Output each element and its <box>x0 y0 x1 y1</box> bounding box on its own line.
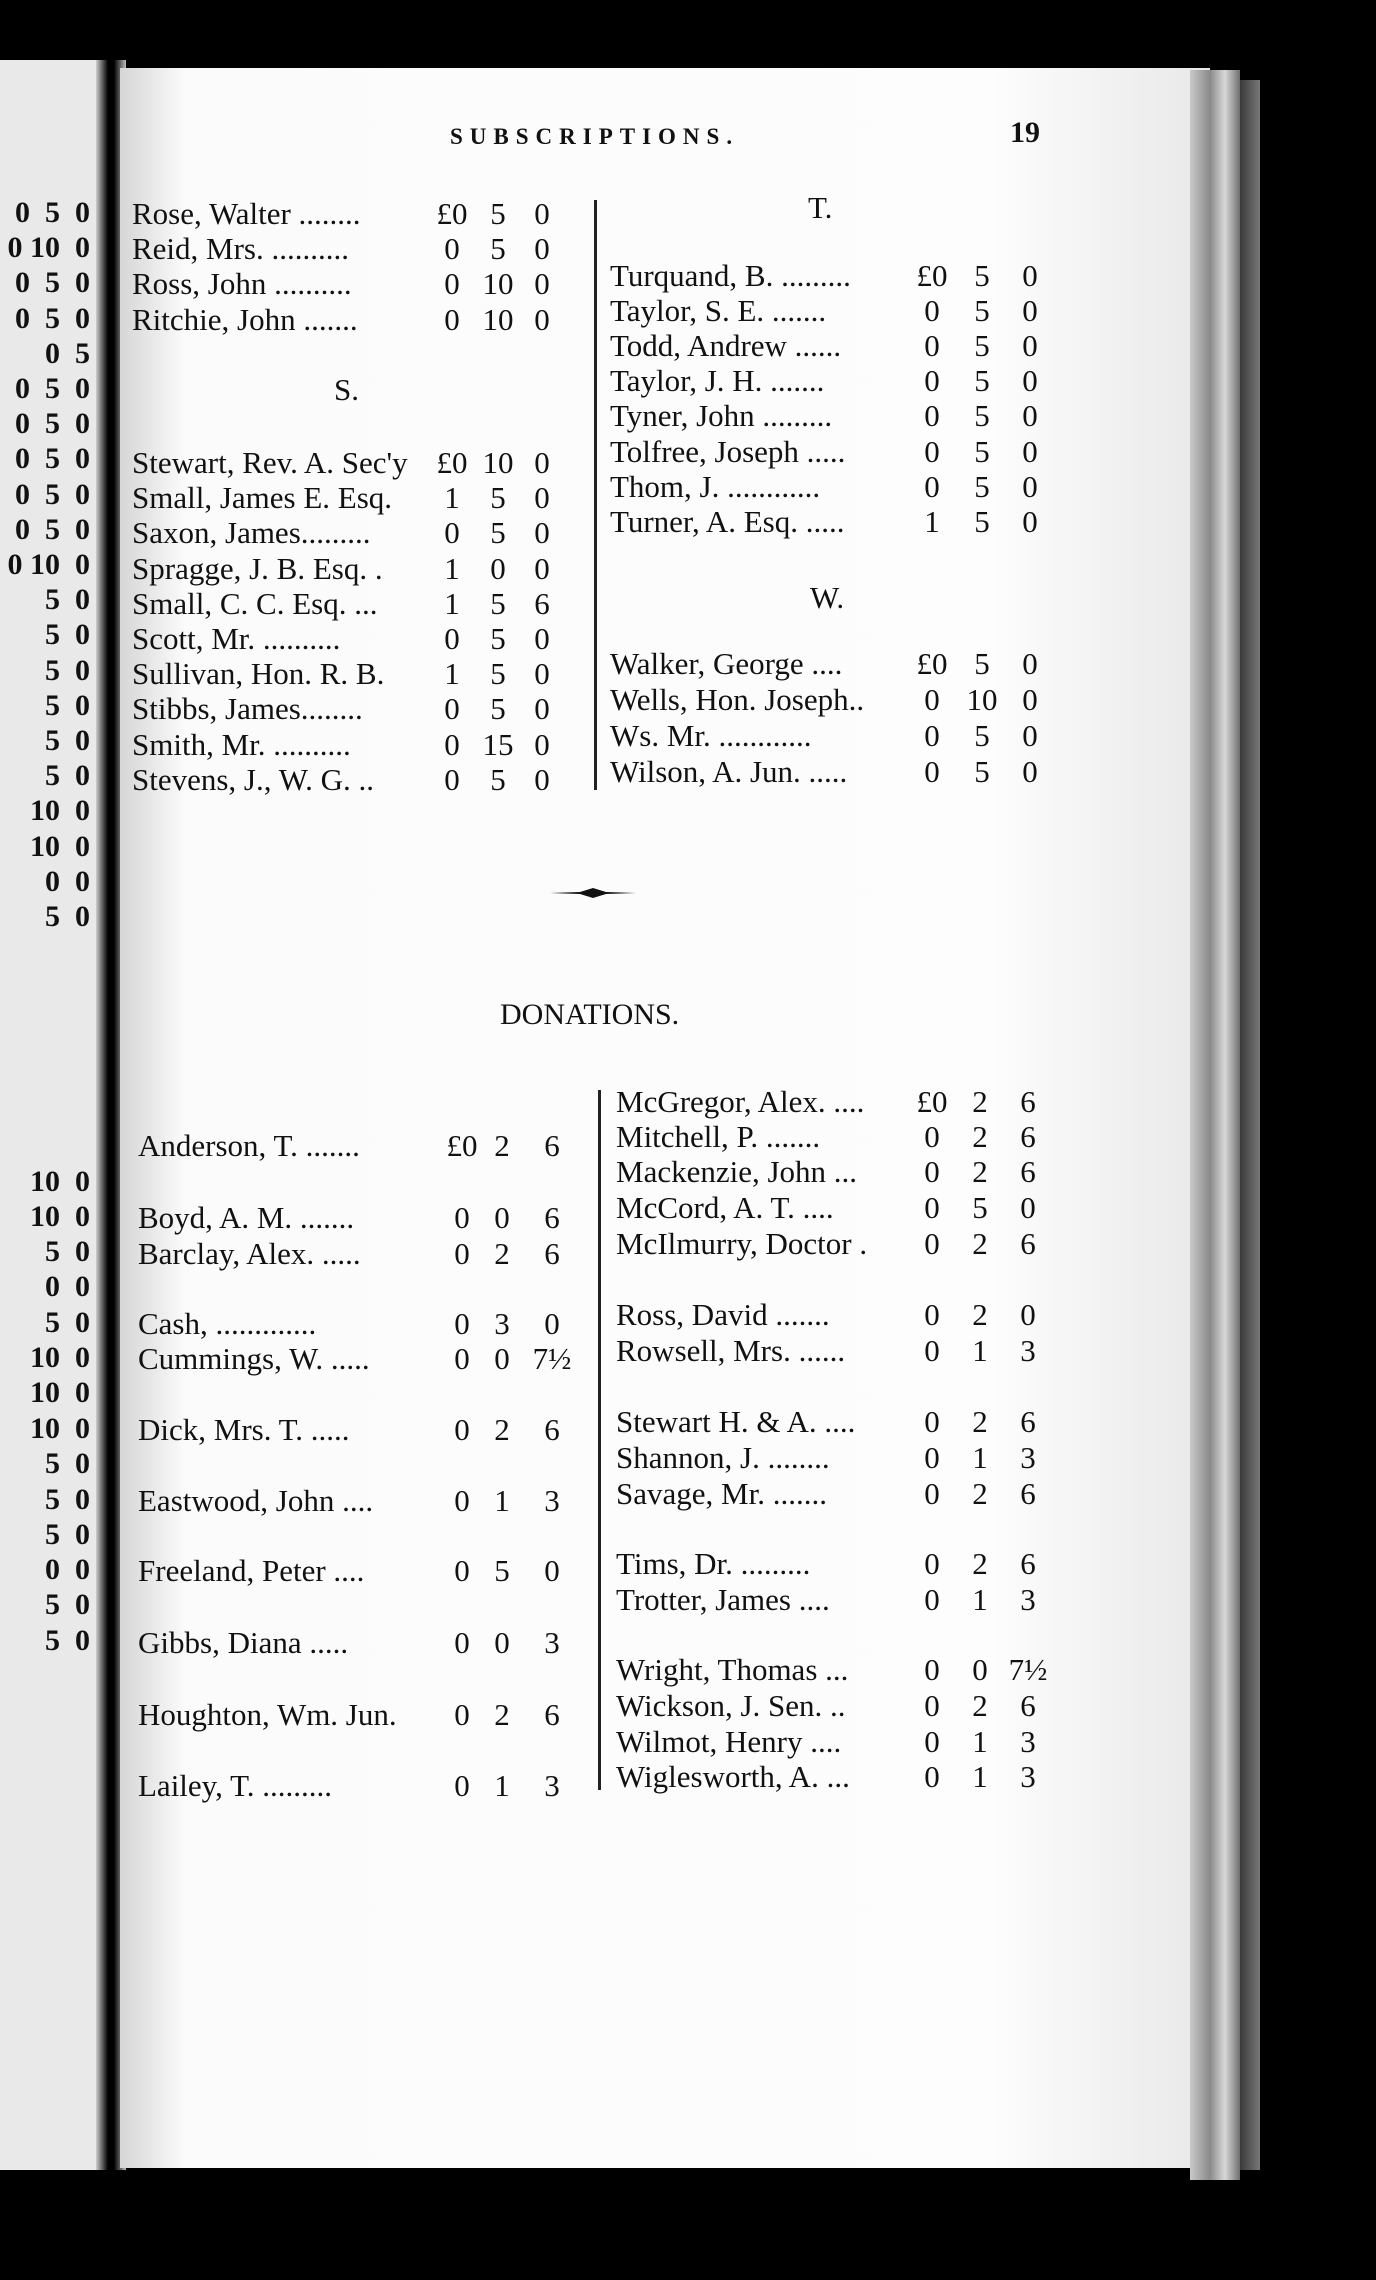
subscription-entry-pence: 0 <box>534 656 550 691</box>
donation-entry-pounds: 0 <box>454 1236 470 1271</box>
subscription-entry-shillings: 15 <box>482 727 514 762</box>
subscription-entry-shillings: 5 <box>490 515 506 550</box>
donation-entry-pence: 3 <box>1020 1440 1036 1475</box>
subscription-entry-name: Ws. Mr. ............ <box>610 718 812 753</box>
subscription-entry-pence: 0 <box>534 445 550 480</box>
left-page-fragment: 5 0 <box>45 1518 90 1551</box>
subscription-entry-shillings: 5 <box>490 656 506 691</box>
subscription-entry-name: Spragge, J. B. Esq. . <box>132 551 383 586</box>
subscription-entry-name: Saxon, James......... <box>132 515 371 550</box>
subscription-entry-shillings: 5 <box>974 646 990 681</box>
left-page-fragment: 5 0 <box>45 689 90 722</box>
donation-entry-pounds: 0 <box>454 1768 470 1803</box>
donation-entry-pence: 0 <box>544 1306 560 1341</box>
donation-entry-shillings: 1 <box>972 1759 988 1794</box>
donation-entry-pence: 6 <box>1020 1546 1036 1581</box>
page-edge-shadow <box>1240 80 1260 2170</box>
donation-entry-shillings: 5 <box>972 1190 988 1225</box>
donation-entry-pounds: 0 <box>924 1759 940 1794</box>
donation-entry-name: McIlmurry, Doctor . <box>616 1226 868 1261</box>
subscription-entry-pounds: 0 <box>924 754 940 789</box>
donation-entry-pounds: 0 <box>924 1226 940 1261</box>
donation-entry-shillings: 1 <box>972 1440 988 1475</box>
subscription-entry-name: Turquand, B. ......... <box>610 258 851 293</box>
subscription-entry-pence: 0 <box>534 480 550 515</box>
donation-entry-pence: 3 <box>1020 1333 1036 1368</box>
subscription-entry-pence: 0 <box>1022 293 1038 328</box>
donation-entry-pounds: 0 <box>924 1404 940 1439</box>
donation-entry-pounds: 0 <box>454 1200 470 1235</box>
donation-entry-shillings: 2 <box>494 1412 510 1447</box>
subscription-entry-pounds: 0 <box>444 762 460 797</box>
subscription-entry-pence: 0 <box>1022 363 1038 398</box>
donation-entry-pence: 6 <box>1020 1084 1036 1119</box>
donation-entry-shillings: 2 <box>494 1236 510 1271</box>
subscription-entry-shillings: 5 <box>974 504 990 539</box>
donation-entry-pounds: 0 <box>454 1412 470 1447</box>
subscription-entry-name: Smith, Mr. .......... <box>132 727 351 762</box>
subscription-entry-name: Taylor, S. E. ....... <box>610 293 827 328</box>
subscription-entry-shillings: 0 <box>490 551 506 586</box>
subscription-entry-pence: 0 <box>534 691 550 726</box>
left-page-fragment: 5 0 <box>45 1624 90 1657</box>
subscription-entry-pounds: 0 <box>924 718 940 753</box>
donation-entry-name: Wiglesworth, A. ... <box>616 1759 850 1794</box>
left-page-fragment: 10 0 <box>30 1376 90 1409</box>
subscription-entry-pence: 0 <box>1022 646 1038 681</box>
subscription-entry-pence: 0 <box>534 621 550 656</box>
left-page-fragment: 0 5 0 <box>15 442 90 475</box>
donation-entry-pounds: 0 <box>454 1625 470 1660</box>
section-heading-t: T. <box>808 190 833 225</box>
subscription-entry-pence: 0 <box>1022 328 1038 363</box>
donation-entry-name: Eastwood, John .... <box>138 1483 374 1518</box>
subscription-entry-pence: 0 <box>1022 258 1038 293</box>
subscription-entry-shillings: 5 <box>490 586 506 621</box>
donation-entry-pence: 6 <box>1020 1688 1036 1723</box>
donation-entry-shillings: 0 <box>972 1652 988 1687</box>
donation-entry-pounds: 0 <box>924 1582 940 1617</box>
left-page-fragment: 0 0 <box>45 1270 90 1303</box>
left-page-fragment: 5 0 <box>45 1235 90 1268</box>
donation-entry-pounds: 0 <box>454 1306 470 1341</box>
left-page-fragment: 5 0 <box>45 1588 90 1621</box>
subscription-entry-name: Ritchie, John ....... <box>132 302 358 337</box>
subscription-entry-pounds: 0 <box>444 515 460 550</box>
subscription-entry-shillings: 5 <box>974 258 990 293</box>
section-heading-s: S. <box>334 372 359 407</box>
donation-entry-name: Barclay, Alex. ..... <box>138 1236 361 1271</box>
donation-entry-name: Tims, Dr. ......... <box>616 1546 811 1581</box>
donation-entry-pounds: 0 <box>924 1440 940 1475</box>
donation-entry-pence: 6 <box>544 1236 560 1271</box>
left-page-fragment: 10 0 <box>30 1412 90 1445</box>
left-page-fragment: 0 0 <box>45 865 90 898</box>
donation-entry-shillings: 2 <box>972 1084 988 1119</box>
donation-entry-name: Boyd, A. M. ....... <box>138 1200 355 1235</box>
subscription-entry-pounds: 0 <box>924 434 940 469</box>
subscription-entry-pence: 0 <box>534 727 550 762</box>
subscription-entry-pence: 0 <box>1022 434 1038 469</box>
page-number: 19 <box>1010 116 1040 149</box>
donation-entry-shillings: 2 <box>972 1688 988 1723</box>
donation-entry-pence: 6 <box>544 1412 560 1447</box>
donation-entry-pence: 6 <box>544 1128 560 1163</box>
subscription-entry-pounds: 1 <box>444 586 460 621</box>
donation-entry-shillings: 0 <box>494 1200 510 1235</box>
donation-entry-shillings: 2 <box>972 1226 988 1261</box>
left-page-fragment: 10 0 <box>30 1341 90 1374</box>
left-page-fragment: 10 0 <box>30 794 90 827</box>
donation-entry-pence: 0 <box>1020 1190 1036 1225</box>
subscription-entry-pounds: £0 <box>916 646 948 681</box>
subscription-entry-shillings: 5 <box>974 718 990 753</box>
subscription-entry-pence: 0 <box>1022 504 1038 539</box>
donation-entry-pounds: 0 <box>924 1724 940 1759</box>
subscription-entry-shillings: 5 <box>974 293 990 328</box>
subscription-entry-shillings: 10 <box>482 266 514 301</box>
donation-entry-name: Wickson, J. Sen. .. <box>616 1688 846 1723</box>
subscription-entry-pounds: 0 <box>444 302 460 337</box>
donation-entry-shillings: 2 <box>972 1119 988 1154</box>
donation-entry-name: Cash, ............. <box>138 1306 317 1341</box>
left-page-fragment: 0 5 0 <box>15 372 90 405</box>
left-page-fragment: 0 5 0 <box>15 513 90 546</box>
left-page-fragment: 5 0 <box>45 583 90 616</box>
subscription-entry-pence: 0 <box>534 231 550 266</box>
subscription-entry-pence: 6 <box>534 586 550 621</box>
donation-entry-shillings: 2 <box>972 1297 988 1332</box>
donation-entry-pence: 3 <box>1020 1724 1036 1759</box>
donation-entry-shillings: 0 <box>494 1341 510 1376</box>
left-page-fragment: 0 5 0 <box>15 196 90 229</box>
subscription-entry-pounds: 1 <box>444 656 460 691</box>
donation-entry-pence: 7½ <box>1008 1652 1048 1687</box>
subscription-entry-name: Turner, A. Esq. ..... <box>610 504 845 539</box>
subscription-entry-shillings: 5 <box>490 231 506 266</box>
donation-entry-pounds: 0 <box>454 1483 470 1518</box>
donation-entry-pence: 3 <box>544 1483 560 1518</box>
donation-entry-pounds: 0 <box>454 1553 470 1588</box>
subscription-entry-pounds: 0 <box>924 398 940 433</box>
donation-entry-pence: 6 <box>1020 1119 1036 1154</box>
donation-entry-name: Mitchell, P. ....... <box>616 1119 821 1154</box>
donation-entry-name: Freeland, Peter .... <box>138 1553 365 1588</box>
donation-entry-pence: 6 <box>1020 1226 1036 1261</box>
donation-entry-pence: 6 <box>1020 1476 1036 1511</box>
left-page-fragment: 5 0 <box>45 759 90 792</box>
subscription-entry-pounds: 0 <box>444 727 460 762</box>
donation-entry-pence: 6 <box>1020 1154 1036 1189</box>
donation-entry-shillings: 1 <box>972 1724 988 1759</box>
subscription-entry-shillings: 5 <box>490 762 506 797</box>
donation-entry-name: Mackenzie, John ... <box>616 1154 858 1189</box>
subscription-entry-pounds: 0 <box>444 266 460 301</box>
subscription-entry-shillings: 5 <box>974 363 990 398</box>
donation-entry-name: Trotter, James .... <box>616 1582 830 1617</box>
subscription-entry-pence: 0 <box>1022 682 1038 717</box>
subscription-entry-shillings: 5 <box>974 469 990 504</box>
subscription-entry-pounds: £0 <box>916 258 948 293</box>
subscription-entry-name: Thom, J. ............ <box>610 469 821 504</box>
donation-entry-name: Cummings, W. ..... <box>138 1341 370 1376</box>
donation-entry-shillings: 1 <box>972 1333 988 1368</box>
subscription-entry-pence: 0 <box>1022 754 1038 789</box>
subscription-entry-pence: 0 <box>1022 469 1038 504</box>
donation-entry-name: Wright, Thomas ... <box>616 1652 849 1687</box>
subscription-entry-shillings: 5 <box>490 691 506 726</box>
column-divider-top <box>594 200 597 790</box>
subscription-entry-shillings: 10 <box>482 302 514 337</box>
subscription-entry-pence: 0 <box>534 551 550 586</box>
donation-entry-shillings: 2 <box>972 1154 988 1189</box>
subscription-entry-shillings: 10 <box>482 445 514 480</box>
donation-entry-pence: 6 <box>544 1200 560 1235</box>
donation-entry-shillings: 2 <box>494 1128 510 1163</box>
subscription-entry-pounds: £0 <box>436 196 468 231</box>
donation-entry-pence: 7½ <box>532 1341 572 1376</box>
subscription-entry-name: Walker, George .... <box>610 646 843 681</box>
subscription-entry-name: Todd, Andrew ...... <box>610 328 842 363</box>
subscription-entry-name: Ross, John .......... <box>132 266 352 301</box>
donation-entry-pounds: 0 <box>924 1546 940 1581</box>
subscription-entry-pence: 0 <box>1022 398 1038 433</box>
donation-entry-name: Savage, Mr. ....... <box>616 1476 827 1511</box>
subscription-entry-pence: 0 <box>534 302 550 337</box>
subscription-entry-name: Stevens, J., W. G. .. <box>132 762 374 797</box>
subscription-entry-shillings: 5 <box>490 621 506 656</box>
left-page-fragment: 0 10 0 <box>7 548 90 581</box>
donation-entry-pounds: 0 <box>924 1190 940 1225</box>
subscription-entry-shillings: 5 <box>974 754 990 789</box>
subscription-entry-pence: 0 <box>534 266 550 301</box>
donation-entry-pounds: 0 <box>924 1476 940 1511</box>
subscription-entry-shillings: 5 <box>490 196 506 231</box>
subscription-entry-pence: 0 <box>534 515 550 550</box>
donation-entry-pence: 3 <box>544 1625 560 1660</box>
left-page-fragment: 5 0 <box>45 1306 90 1339</box>
subscription-entry-shillings: 5 <box>974 328 990 363</box>
donation-entry-pence: 3 <box>1020 1759 1036 1794</box>
subscription-entry-pounds: 1 <box>444 551 460 586</box>
subscription-entry-pounds: 0 <box>924 328 940 363</box>
donation-entry-name: Ross, David ....... <box>616 1297 830 1332</box>
donation-entry-name: Houghton, Wm. Jun. <box>138 1697 397 1732</box>
donation-entry-pounds: 0 <box>924 1688 940 1723</box>
subscription-entry-shillings: 10 <box>966 682 998 717</box>
subscription-entry-pence: 0 <box>534 762 550 797</box>
subscription-entry-pounds: 0 <box>924 293 940 328</box>
subscription-entry-name: Sullivan, Hon. R. B. <box>132 656 385 691</box>
subscription-entry-name: Rose, Walter ........ <box>132 196 361 231</box>
subscription-entry-shillings: 5 <box>974 398 990 433</box>
subscription-entry-pounds: 0 <box>444 691 460 726</box>
left-page-fragment: 0 0 <box>45 1553 90 1586</box>
subscription-entry-pounds: 1 <box>924 504 940 539</box>
subscription-entry-name: Stibbs, James........ <box>132 691 363 726</box>
subscription-entry-name: Taylor, J. H. ....... <box>610 363 825 398</box>
running-title: SUBSCRIPTIONS. <box>450 124 740 149</box>
subscription-entry-name: Stewart, Rev. A. Sec'y <box>132 445 408 480</box>
left-page-fragment: 5 0 <box>45 900 90 933</box>
donation-entry-shillings: 2 <box>494 1697 510 1732</box>
left-page-fragment: 0 10 0 <box>7 231 90 264</box>
donation-entry-pence: 6 <box>544 1697 560 1732</box>
donation-entry-pounds: 0 <box>924 1297 940 1332</box>
left-page-fragment: 5 0 <box>45 618 90 651</box>
subscription-entry-pounds: 1 <box>444 480 460 515</box>
left-page-fragment: 0 5 0 <box>15 302 90 335</box>
subscription-entry-pounds: 0 <box>444 621 460 656</box>
donation-entry-name: McGregor, Alex. .... <box>616 1084 865 1119</box>
donation-entry-pounds: 0 <box>924 1333 940 1368</box>
donation-entry-shillings: 1 <box>494 1483 510 1518</box>
page-edge <box>1190 70 1240 2180</box>
donation-entry-name: Dick, Mrs. T. ..... <box>138 1412 350 1447</box>
donation-entry-shillings: 2 <box>972 1404 988 1439</box>
left-page-fragment: 0 5 0 <box>15 478 90 511</box>
subscription-entry-name: Reid, Mrs. .......... <box>132 231 349 266</box>
donation-entry-pounds: 0 <box>924 1154 940 1189</box>
donation-entry-pounds: £0 <box>446 1128 478 1163</box>
left-page-fragment: 5 0 <box>45 1447 90 1480</box>
donation-entry-shillings: 1 <box>972 1582 988 1617</box>
donation-entry-name: McCord, A. T. .... <box>616 1190 834 1225</box>
donation-entry-pounds: 0 <box>454 1697 470 1732</box>
subscription-entry-name: Small, C. C. Esq. ... <box>132 586 378 621</box>
subscription-entry-pence: 0 <box>1022 718 1038 753</box>
donation-entry-shillings: 5 <box>494 1553 510 1588</box>
donation-entry-shillings: 0 <box>494 1625 510 1660</box>
donation-entry-name: Lailey, T. ......... <box>138 1768 332 1803</box>
left-page-fragment: 0 5 0 <box>15 407 90 440</box>
left-page-fragment: 10 0 <box>30 830 90 863</box>
ornamental-rule <box>550 886 636 900</box>
subscription-entry-pounds: 0 <box>924 469 940 504</box>
left-page-fragment: 0 5 0 <box>15 266 90 299</box>
section-heading-w: W. <box>810 580 845 615</box>
donation-entry-shillings: 2 <box>972 1546 988 1581</box>
left-page-fragment: 10 0 <box>30 1165 90 1198</box>
column-divider-bottom <box>598 1090 601 1790</box>
subscription-entry-name: Tolfree, Joseph ..... <box>610 434 846 469</box>
donation-entry-name: Wilmot, Henry .... <box>616 1724 842 1759</box>
subscription-entry-pounds: 0 <box>924 363 940 398</box>
donation-entry-name: Rowsell, Mrs. ...... <box>616 1333 846 1368</box>
donation-entry-pounds: 0 <box>924 1652 940 1687</box>
donation-entry-name: Anderson, T. ....... <box>138 1128 360 1163</box>
left-page-fragment: 5 0 <box>45 724 90 757</box>
subscription-entry-pounds: 0 <box>924 682 940 717</box>
donation-entry-pounds: £0 <box>916 1084 948 1119</box>
subscription-entry-shillings: 5 <box>490 480 506 515</box>
donations-title: DONATIONS. <box>500 998 680 1031</box>
subscription-entry-name: Wells, Hon. Joseph.. <box>610 682 865 717</box>
donation-entry-pounds: 0 <box>454 1341 470 1376</box>
donation-entry-pence: 6 <box>1020 1404 1036 1439</box>
donation-entry-pence: 3 <box>1020 1582 1036 1617</box>
subscription-entry-name: Tyner, John ......... <box>610 398 833 433</box>
donation-entry-pence: 0 <box>544 1553 560 1588</box>
donation-entry-name: Gibbs, Diana ..... <box>138 1625 349 1660</box>
donation-entry-pence: 3 <box>544 1768 560 1803</box>
subscription-entry-pounds: 0 <box>444 231 460 266</box>
donation-entry-shillings: 1 <box>494 1768 510 1803</box>
donation-entry-shillings: 3 <box>494 1306 510 1341</box>
subscription-entry-name: Wilson, A. Jun. ..... <box>610 754 848 789</box>
subscription-entry-pence: 0 <box>534 196 550 231</box>
subscription-entry-name: Scott, Mr. .......... <box>132 621 341 656</box>
donation-entry-name: Shannon, J. ........ <box>616 1440 830 1475</box>
donation-entry-name: Stewart H. & A. .... <box>616 1404 856 1439</box>
donation-entry-pence: 0 <box>1020 1297 1036 1332</box>
donation-entry-shillings: 2 <box>972 1476 988 1511</box>
subscription-entry-name: Small, James E. Esq. <box>132 480 393 515</box>
left-page-fragment: 5 0 <box>45 1483 90 1516</box>
left-page-fragment: 5 0 <box>45 654 90 687</box>
subscription-entry-shillings: 5 <box>974 434 990 469</box>
donation-entry-pounds: 0 <box>924 1119 940 1154</box>
subscription-entry-pounds: £0 <box>436 445 468 480</box>
left-page-fragment: 10 0 <box>30 1200 90 1233</box>
left-page-fragment: 0 5 <box>45 337 90 370</box>
